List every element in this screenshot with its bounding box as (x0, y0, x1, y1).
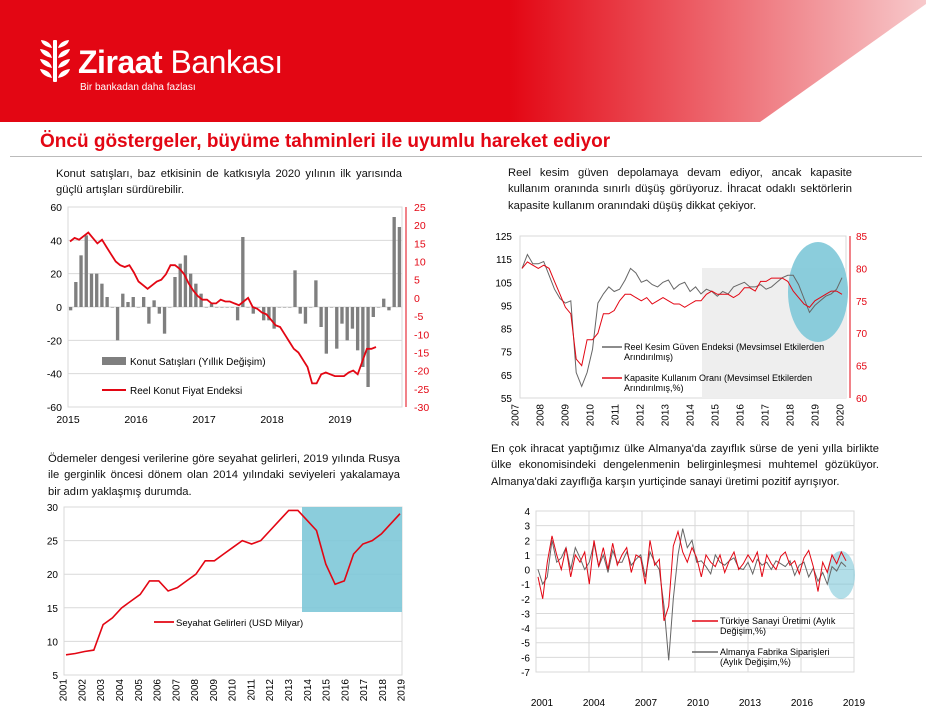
legend-label: (Aylık Değişim,%) (720, 657, 791, 667)
x-tick-label: 2018 (260, 414, 284, 426)
bar (116, 307, 119, 340)
bar (231, 307, 234, 308)
y-tick-label: 5 (52, 671, 58, 682)
y-tick-label: 65 (500, 370, 512, 382)
bar (226, 307, 229, 308)
y2-tick-label: 65 (856, 361, 868, 373)
bar (387, 307, 390, 310)
confidence-chart (480, 228, 890, 428)
x-tick-label: 2016 (124, 414, 148, 426)
y2-tick-label: 25 (414, 202, 426, 214)
y2-tick-label: 5 (414, 274, 420, 287)
y2-tick-label: 15 (414, 238, 426, 251)
bar (325, 307, 328, 354)
x-tick-label: 2012 (265, 679, 277, 702)
y-tick-label: -2 (521, 594, 530, 606)
y2-tick-label: 0 (414, 292, 420, 305)
bar (163, 307, 166, 334)
y-tick-label: 0 (524, 565, 530, 577)
bar (330, 307, 333, 308)
y-tick-label: 60 (50, 202, 62, 214)
confidence-paragraph: Reel kesim güven depolamaya devam ediyor, ancak kapasite kullanım oranında sınırlı düşüş görüyoruz. İhracat odaklı sektörlerin kapasite kullanım oranındaki düşüş dikkat çekiyor. (508, 167, 852, 212)
x-tick-label: 2011 (246, 679, 258, 701)
y-tick-label: 0 (56, 302, 62, 314)
bar (168, 307, 171, 308)
legend-label: Arındırılmış,%) (624, 383, 684, 393)
x-tick-label: 2009 (560, 404, 572, 427)
legend-label: Almanya Fabrika Siparişleri (720, 647, 830, 657)
x-tick-label: 2007 (634, 698, 658, 709)
y-tick-label: 3 (524, 521, 530, 533)
bar (346, 307, 349, 340)
bar (293, 270, 296, 307)
y2-tick-label: 10 (414, 256, 426, 269)
x-tick-label: 2005 (133, 679, 145, 702)
bar (205, 307, 208, 308)
legend-label: Türkiye Sanayi Üretimi (Aylık (720, 616, 836, 626)
bar (304, 307, 307, 324)
x-tick-label: 2010 (585, 404, 597, 427)
bar (158, 307, 161, 314)
y2-tick-label: 20 (414, 220, 426, 233)
x-tick-label: 2017 (760, 404, 772, 427)
y-tick-label: -4 (521, 624, 530, 636)
y2-tick-label: -5 (414, 311, 424, 324)
x-tick-label: 2019 (328, 414, 352, 426)
y2-tick-label: 75 (856, 296, 868, 308)
bar (184, 255, 187, 307)
x-tick-label: 2019 (842, 698, 866, 709)
legend-label: Kapasite Kullanım Oranı (Mevsimsel Etkilerden (624, 373, 813, 383)
legend-label: Reel Kesim Güven Endeksi (Mevsimsel Etkilerden (624, 342, 825, 352)
y2-tick-label: 70 (856, 329, 868, 341)
y-tick-label: 40 (50, 235, 62, 248)
bar (382, 299, 385, 307)
x-tick-label: 2010 (686, 698, 710, 709)
bar (95, 274, 98, 307)
y-tick-label: 30 (46, 503, 58, 514)
legend-label: Konut Satışları (Yıllık Değişim) (130, 357, 266, 368)
x-tick-label: 2003 (96, 679, 108, 702)
x-tick-label: 2019 (396, 679, 408, 702)
x-tick-label: 2017 (359, 679, 371, 702)
housing-chart (30, 195, 440, 430)
y-tick-label: -3 (521, 609, 530, 621)
tourism-paragraph: Ödemeler dengesi verilerine göre seyahat gelirleri, 2019 yılında Rusya ile gerginlik öncesi dönem olan 2014 yılındaki seviyeleri yakalamaya bir adım yaklaşmış durumda. (48, 453, 400, 498)
legend-label: Reel Konut Fiyat Endeksi (130, 386, 243, 397)
y-tick-label: 75 (500, 347, 512, 359)
y-tick-label: 10 (46, 637, 58, 649)
bar (189, 274, 192, 307)
germany-paragraph: En çok ihracat yaptığımız ülke Almanya'da zayıflık sürse de yeni yılla birlikte ülke ekonomisindeki dengelenmenin belirginleşmesi muhtemel gözüküyor. Almanya'daki zayıflığa karşın yurtiçinde sanayi üretimi pozitif ayrışıyor. (491, 443, 879, 488)
y-tick-label: 2 (524, 536, 530, 548)
bar (79, 255, 82, 307)
x-tick-label: 2011 (610, 404, 622, 426)
legend-label: Arındırılmış) (624, 352, 674, 362)
bar (288, 307, 291, 308)
bar (90, 274, 93, 307)
x-tick-label: 2018 (785, 404, 797, 427)
x-tick-label: 2016 (790, 698, 814, 709)
x-tick-label: 2014 (302, 679, 314, 702)
bar (283, 307, 286, 308)
bar (215, 307, 218, 308)
bar (299, 307, 302, 314)
x-tick-label: 2010 (227, 679, 239, 702)
legend-bar-swatch (102, 357, 126, 365)
x-tick-label: 2013 (660, 404, 672, 427)
bar (309, 307, 312, 308)
y-tick-label: 25 (46, 536, 58, 548)
y2-tick-label: 85 (856, 232, 868, 243)
x-tick-label: 2013 (738, 698, 762, 709)
bar (366, 307, 369, 387)
x-tick-label: 2017 (192, 414, 216, 426)
bar (319, 307, 322, 327)
y-tick-label: -7 (521, 668, 530, 679)
x-tick-label: 2013 (283, 679, 295, 702)
bar (147, 307, 150, 324)
x-tick-label: 2019 (810, 404, 822, 427)
bar (340, 307, 343, 324)
y-tick-label: -5 (521, 638, 530, 650)
y-tick-label: 95 (500, 301, 512, 313)
x-tick-label: 2006 (152, 679, 164, 702)
x-tick-label: 2012 (635, 404, 647, 427)
bar (111, 307, 114, 308)
y-tick-label: 15 (46, 603, 58, 615)
bar (69, 307, 72, 310)
bar (278, 307, 281, 308)
wheat-logo-icon (38, 38, 72, 84)
bar (105, 297, 108, 307)
x-tick-label: 2001 (58, 679, 70, 702)
bar (377, 307, 380, 308)
germany-chart (480, 500, 880, 716)
tourism-chart (30, 500, 430, 716)
bar (241, 237, 244, 307)
x-tick-label: 2007 (171, 679, 183, 702)
bar (121, 294, 124, 307)
y2-tick-label: -30 (414, 402, 430, 414)
y-tick-label: 20 (46, 570, 58, 582)
bar (220, 307, 223, 308)
y-tick-label: 20 (50, 268, 62, 281)
y-tick-label: -40 (46, 368, 62, 381)
y-tick-label: 115 (496, 255, 512, 267)
bar (246, 307, 249, 308)
bar (100, 284, 103, 307)
y2-tick-label: 80 (856, 264, 868, 276)
y-tick-label: -60 (46, 402, 62, 414)
brand-tagline: Bir bankadan daha fazlası (80, 82, 196, 93)
bar (257, 307, 260, 308)
bar (335, 307, 338, 349)
x-tick-label: 2016 (340, 679, 352, 702)
y-tick-label: 105 (495, 278, 512, 290)
x-tick-label: 2008 (190, 679, 202, 702)
y-tick-label: -20 (46, 335, 62, 348)
legend-label: Değişim,%) (720, 626, 767, 636)
y-tick-label: -6 (521, 653, 530, 665)
x-tick-label: 2004 (582, 698, 606, 709)
y2-tick-label: -15 (414, 347, 430, 360)
x-tick-label: 2015 (321, 679, 333, 702)
x-tick-label: 2020 (835, 404, 847, 427)
bar (236, 307, 239, 320)
x-tick-label: 2015 (56, 414, 80, 426)
bar (126, 302, 129, 307)
x-tick-label: 2004 (114, 679, 126, 702)
y2-tick-label: -20 (414, 365, 430, 378)
x-tick-label: 2015 (710, 404, 722, 427)
page-title: Öncü göstergeler, büyüme tahminleri ile uyumlu hareket ediyor (40, 131, 611, 152)
bar (356, 307, 359, 350)
bar (142, 297, 145, 307)
y-tick-label: 125 (495, 232, 512, 243)
housing-paragraph: Konut satışları, baz etkisinin de katkısıyla 2020 yılının ilk yarısında güçlü artışları sürdürebilir. (56, 168, 402, 197)
bar (152, 300, 155, 307)
y2-tick-label: -10 (414, 329, 430, 342)
bar (398, 227, 401, 307)
x-tick-label: 2008 (535, 404, 547, 427)
y-tick-label: 85 (500, 324, 512, 336)
x-tick-label: 2007 (510, 404, 522, 427)
bar (85, 235, 88, 307)
bar (173, 277, 176, 307)
x-tick-label: 2014 (685, 404, 697, 427)
brand-name-bold: Ziraat (78, 44, 163, 80)
bar (137, 307, 140, 308)
y-tick-label: 4 (524, 507, 530, 518)
x-tick-label: 2018 (377, 679, 389, 702)
header (0, 0, 926, 122)
x-tick-label: 2001 (530, 698, 554, 709)
y2-tick-label: 60 (856, 394, 868, 405)
bar (132, 297, 135, 307)
bar (314, 280, 317, 307)
x-tick-label: 2016 (735, 404, 747, 427)
brand-name (78, 44, 283, 81)
brand-name-light: Bankası (162, 44, 283, 80)
bar (351, 307, 354, 329)
bar (74, 282, 77, 307)
bar (372, 307, 375, 317)
x-tick-label: 2002 (77, 679, 89, 702)
y-tick-label: -1 (521, 580, 530, 592)
legend-label: Seyahat Gelirleri (USD Milyar) (176, 618, 304, 629)
y2-tick-label: -25 (414, 383, 430, 396)
x-tick-label: 2009 (208, 679, 220, 702)
y-tick-label: 55 (500, 394, 512, 405)
bar (393, 217, 396, 307)
y-tick-label: 1 (524, 550, 530, 562)
